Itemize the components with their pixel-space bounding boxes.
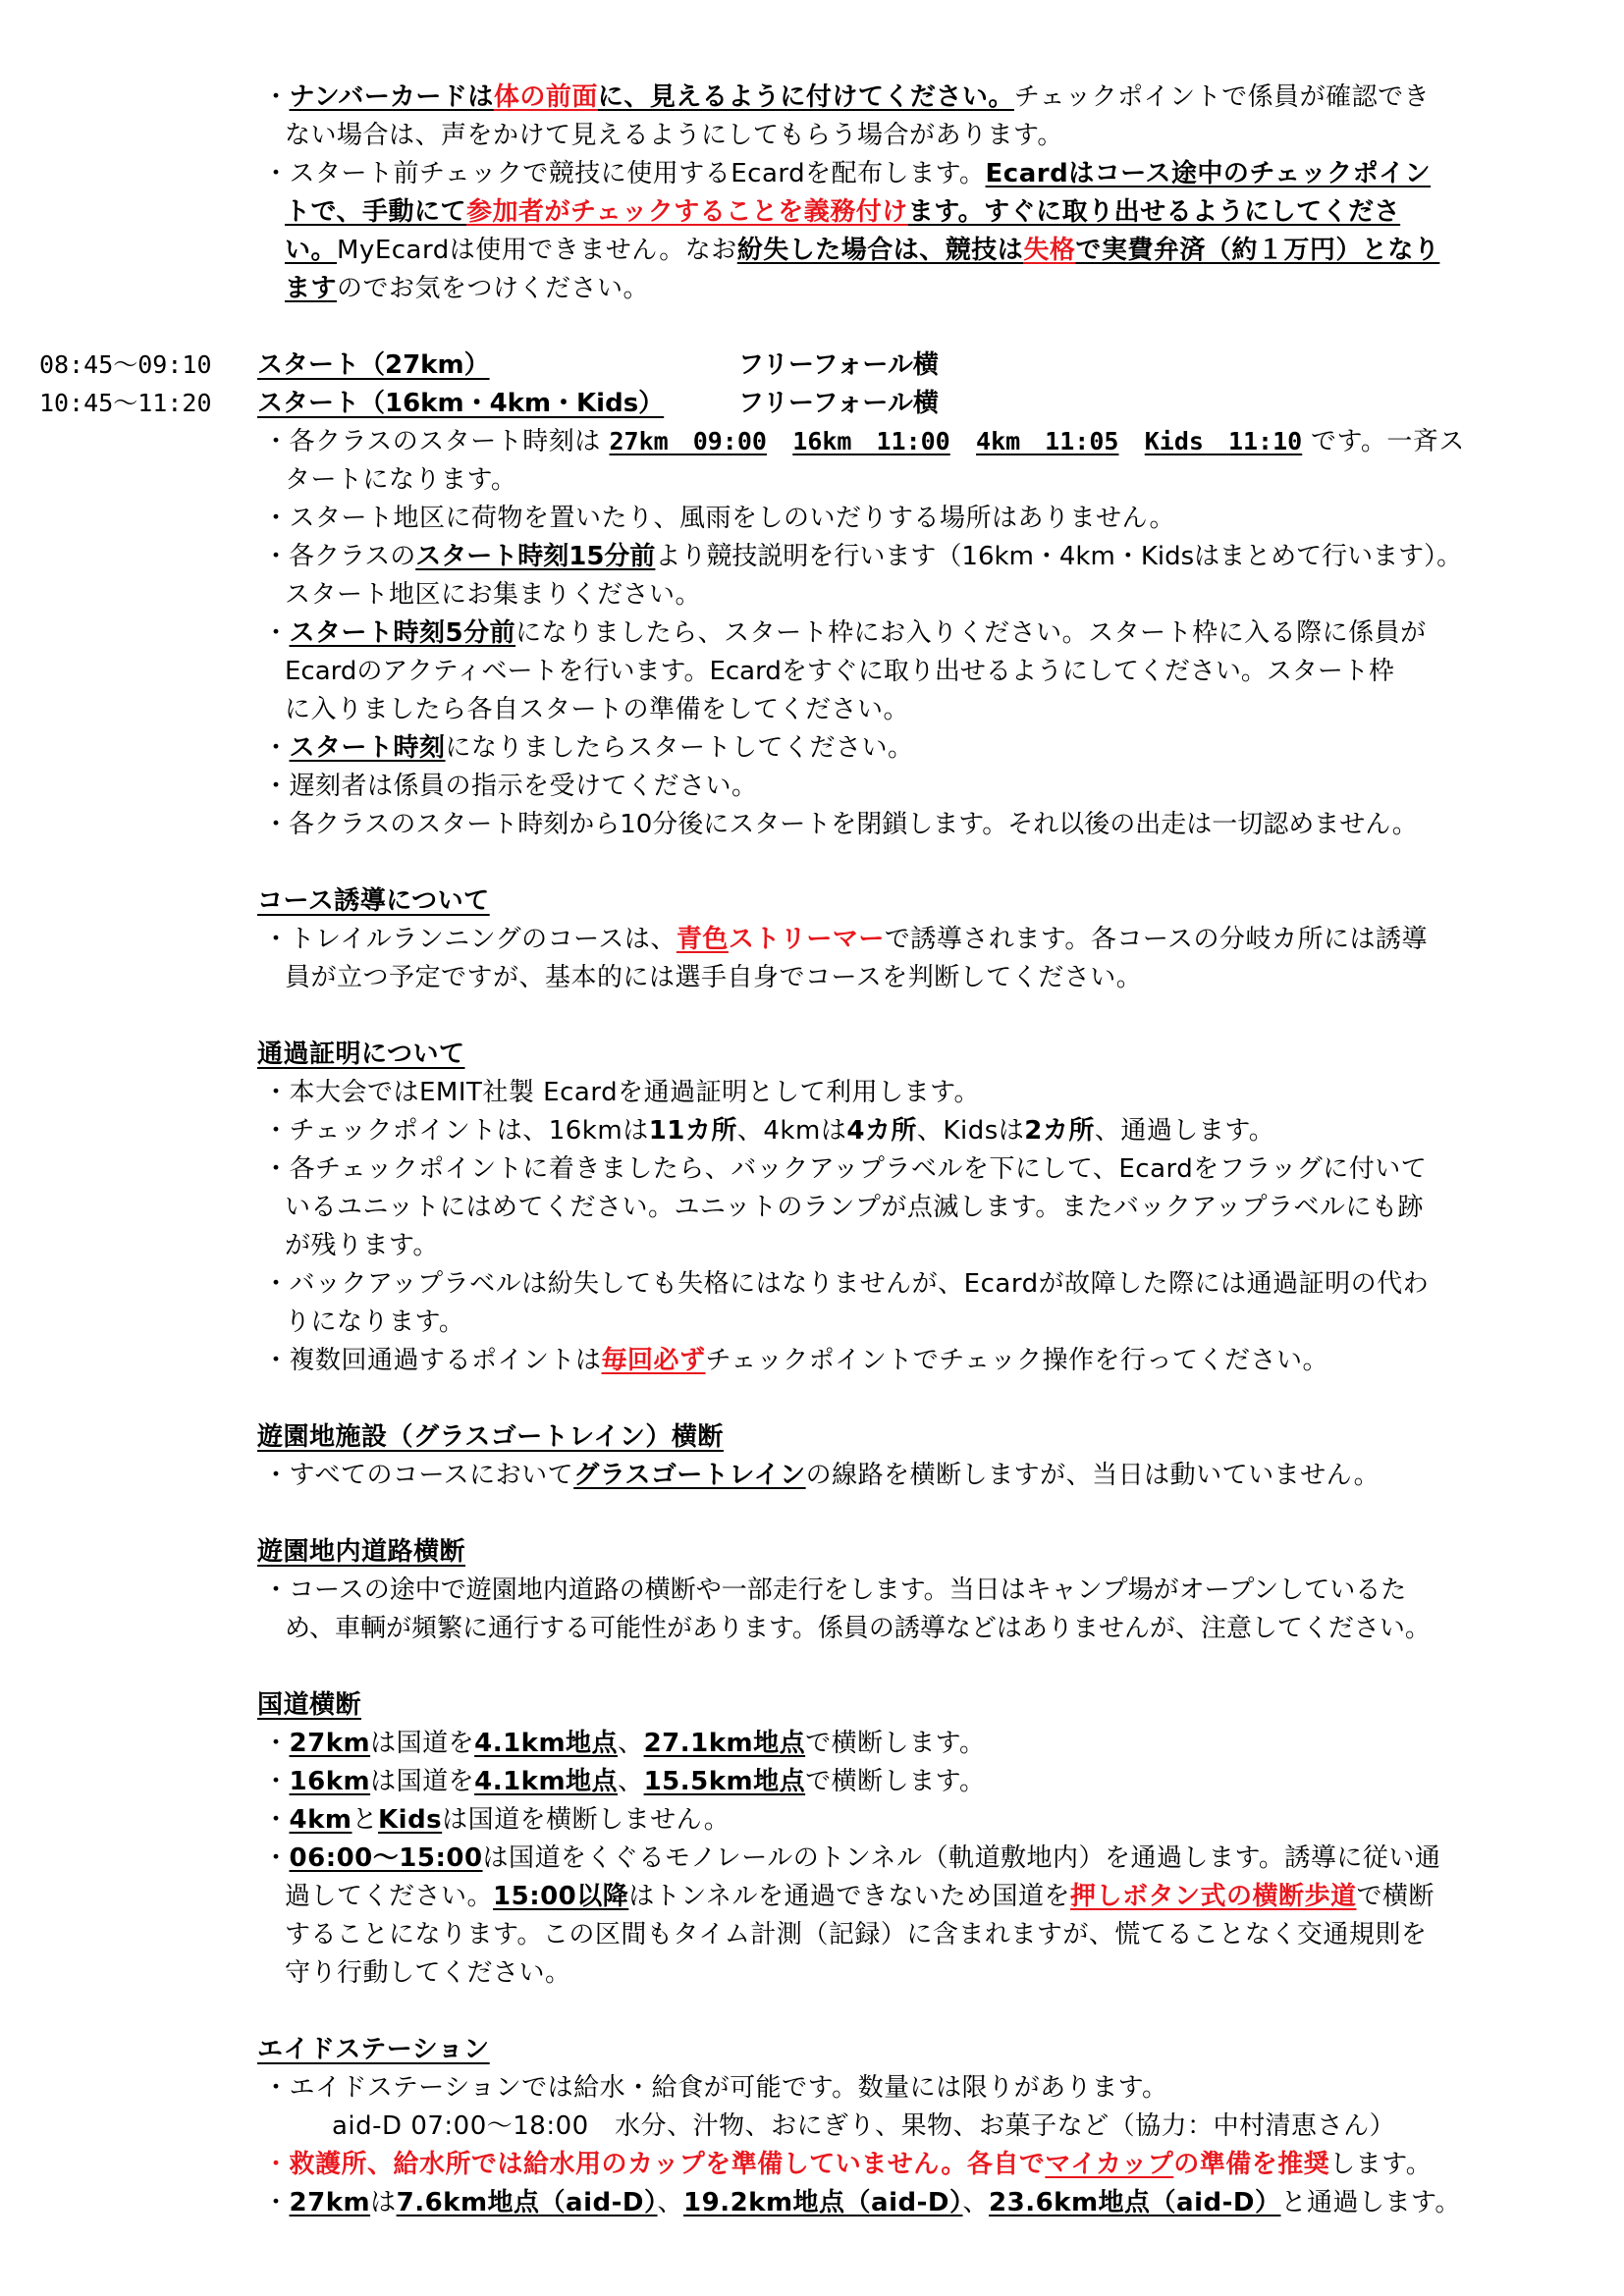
passage-line-1: ・本大会ではEMIT社製 Ecardを通過証明として利用します。 — [263, 1078, 980, 1107]
start-line-4: ・各クラスのスタート時刻15分前より競技説明を行います（16km・4km・Kidsはまとめて行います）。 — [263, 542, 1463, 571]
parkroad-line-2: め、車輌が頻繁に通行する可能性があります。係員の誘導などはありませんが、注意してください。 — [285, 1614, 1431, 1643]
start-line-3: ・スタート地区に荷物を置いたり、風雨をしのいだりする場所はありません。 — [263, 504, 1176, 533]
class-start-time: 27km 09:00 — [609, 427, 767, 455]
emphasis-red: 体の前面 — [493, 82, 598, 112]
section-heading-park: 遊園地施設（グラスゴートレイン）横断 — [257, 1422, 724, 1452]
course-line-2: 員が立つ予定ですが、基本的には選手自身でコースを判断してください。 — [285, 963, 1143, 992]
national-line-6: することになります。この区間もタイム計測（記録）に含まれますが、慌てることなく交通規則を — [285, 1920, 1428, 1949]
start-line-2: タートになります。 — [285, 465, 517, 495]
passage-line-2: ・チェックポイントは、16kmは11カ所、4kmは4カ所、Kidsは2カ所、通過します。 — [263, 1116, 1275, 1146]
start-line-5: スタート地区にお集まりください。 — [285, 580, 702, 610]
start-line-10: ・遅刻者は係員の指示を受けてください。 — [263, 772, 758, 801]
start-row-27km — [0, 347, 1624, 386]
section-heading-park-road: 遊園地内道路横断 — [257, 1537, 466, 1567]
start-line-9: ・スタート時刻になりましたらスタートしてください。 — [263, 733, 914, 763]
emphasis: Ecardはコース途中のチェックポイン — [985, 159, 1432, 188]
course-line-1: ・トレイルランニングのコースは、青色ストリーマーで誘導されます。各コースの分岐カ所には誘導 — [263, 925, 1429, 954]
intro-line-5: い。MyEcardは使用できません。なお紛失した場合は、競技は失格で実費弁済（約１万円）となり — [285, 236, 1440, 265]
emphasis-red: ストリーマー — [728, 925, 885, 954]
aid-line-2: aid-D 07:00〜18:00 水分、汁物、おにぎり、果物、お菓子など（協力：中村清恵さん） — [332, 2111, 1396, 2141]
emphasis-red: 失格 — [1023, 236, 1076, 265]
section-heading-national-road: 国道横断 — [257, 1690, 362, 1720]
intro-line-6: ますのでお気をつけください。 — [285, 274, 650, 303]
start-time: 10:45〜11:20 — [39, 389, 212, 417]
intro-line-1: ・ナンバーカードは体の前面に、見えるように付けてください。チェックポイントで係員が確認でき — [263, 82, 1431, 112]
emphasis-red: 押しボタン式の横断歩道 — [1070, 1882, 1357, 1911]
aid-line-3: ・救護所、給水所では給水用のカップを準備していません。各自でマイカップの準備を推奨します。 — [263, 2150, 1433, 2179]
emphasis-red: 救護所、給水所では給水用のカップを準備していません。各自で — [289, 2150, 1046, 2179]
emphasis: スタート時刻5分前 — [289, 618, 516, 648]
start-title: スタート（27km） — [257, 350, 490, 380]
national-line-3: ・4kmとKidsは国道を横断しません。 — [263, 1805, 731, 1835]
class-start-time: 4km 11:05 — [976, 427, 1119, 455]
start-place: フリーフォール横 — [738, 350, 939, 380]
start-title: スタート（16km・4km・Kids） — [257, 389, 665, 418]
passage-line-8: ・複数回通過するポイントは毎回必ずチェックポイントでチェック操作を行ってください。 — [263, 1346, 1328, 1375]
national-line-7: 守り行動してください。 — [285, 1958, 571, 1988]
emphasis-red: 毎回必ず — [601, 1346, 706, 1375]
start-line-8: に入りましたら各自スタートの準備をしてください。 — [285, 695, 910, 724]
national-line-2: ・16kmは国道を4.1km地点、15.5km地点で横断します。 — [263, 1767, 986, 1796]
class-start-time: Kids 11:10 — [1144, 427, 1303, 455]
passage-line-3: ・各チェックポイントに着きましたら、バックアップラベルを下にして、Ecardをフラッグに付いて — [263, 1154, 1428, 1184]
intro-line-2: ない場合は、声をかけて見えるようにしてもらう場合があります。 — [285, 121, 1063, 150]
passage-line-4: いるユニットにはめてください。ユニットのランプが点滅します。またバックアップラベルにも跡 — [285, 1193, 1425, 1222]
start-line-1: ・各クラスのスタート時刻は 27km 09:00 16km 11:00 4km 11:05 Kids 11:10 です。一斉ス — [263, 427, 1465, 456]
class-start-time: 16km 11:00 — [792, 427, 950, 455]
section-heading-aid-station: エイドステーション — [257, 2035, 490, 2064]
passage-line-6: ・バックアップラベルは紛失しても失格にはなりませんが、Ecardが故障した際には通過証明の代わ — [263, 1269, 1430, 1299]
start-row-16km — [0, 385, 1624, 424]
intro-line-3: ・スタート前チェックで競技に使用するEcardを配布します。Ecardはコース途中のチェックポイン — [263, 159, 1432, 188]
aid-line-4: ・27kmは7.6km地点（aid-D）、19.2km地点（aid-D）、23.6km地点（aid-D）と通過します。 — [263, 2188, 1461, 2217]
start-line-6: ・スタート時刻5分前になりましたら、スタート枠にお入りください。スタート枠に入る際に係員が — [263, 618, 1427, 648]
emphasis: ナンバーカードは — [289, 82, 494, 112]
national-line-5: 過してください。15:00以降はトンネルを通過できないため国道を押しボタン式の横断歩道で横断 — [285, 1882, 1435, 1911]
emphasis-red: マイカップ — [1045, 2150, 1174, 2179]
emphasis-red: の準備を推奨 — [1173, 2150, 1330, 2179]
emphasis-red: 青色 — [676, 925, 729, 954]
emphasis: スタート時刻15分前 — [415, 542, 656, 571]
start-place: フリーフォール横 — [738, 389, 939, 418]
national-line-4: ・06:00〜15:00は国道をくぐるモノレールのトンネル（軌道敷地内）を通過します。誘導に従い通 — [263, 1843, 1441, 1873]
section-heading-passage: 通過証明について — [257, 1040, 465, 1069]
park-line-1: ・すべてのコースにおいてグラスゴートレインの線路を横断しますが、当日は動いていません。 — [263, 1461, 1380, 1490]
parkroad-line-1: ・コースの途中で遊園地内道路の横断や一部走行をします。当日はキャンプ場がオープンしているた — [263, 1575, 1407, 1605]
start-line-11: ・各クラスのスタート時刻から10分後にスタートを閉鎖します。それ以後の出走は一切認めません。 — [263, 810, 1418, 839]
start-time: 08:45〜09:10 — [39, 350, 212, 379]
emphasis: グラスゴートレイン — [573, 1461, 806, 1490]
passage-line-7: りになります。 — [285, 1308, 465, 1337]
start-line-7: Ecardのアクティベートを行います。Ecardをすぐに取り出せるようにしてください。スタート枠 — [285, 657, 1394, 686]
emphasis-red: 参加者がチェックすることを義務付け — [465, 197, 908, 227]
emphasis: スタート時刻 — [289, 733, 446, 763]
section-heading-course: コース誘導について — [257, 886, 490, 916]
national-line-1: ・27kmは国道を4.1km地点、27.1km地点で横断します。 — [263, 1729, 986, 1758]
emphasis: に、見えるように付けてください。 — [597, 82, 1014, 112]
aid-line-1: ・エイドステーションでは給水・給食が可能です。数量には限りがあります。 — [263, 2073, 1168, 2103]
intro-line-4: トで、手動にて参加者がチェックすることを義務付けます。すぐに取り出せるようにしてくださ — [285, 197, 1401, 227]
passage-line-5: が残ります。 — [285, 1231, 439, 1260]
